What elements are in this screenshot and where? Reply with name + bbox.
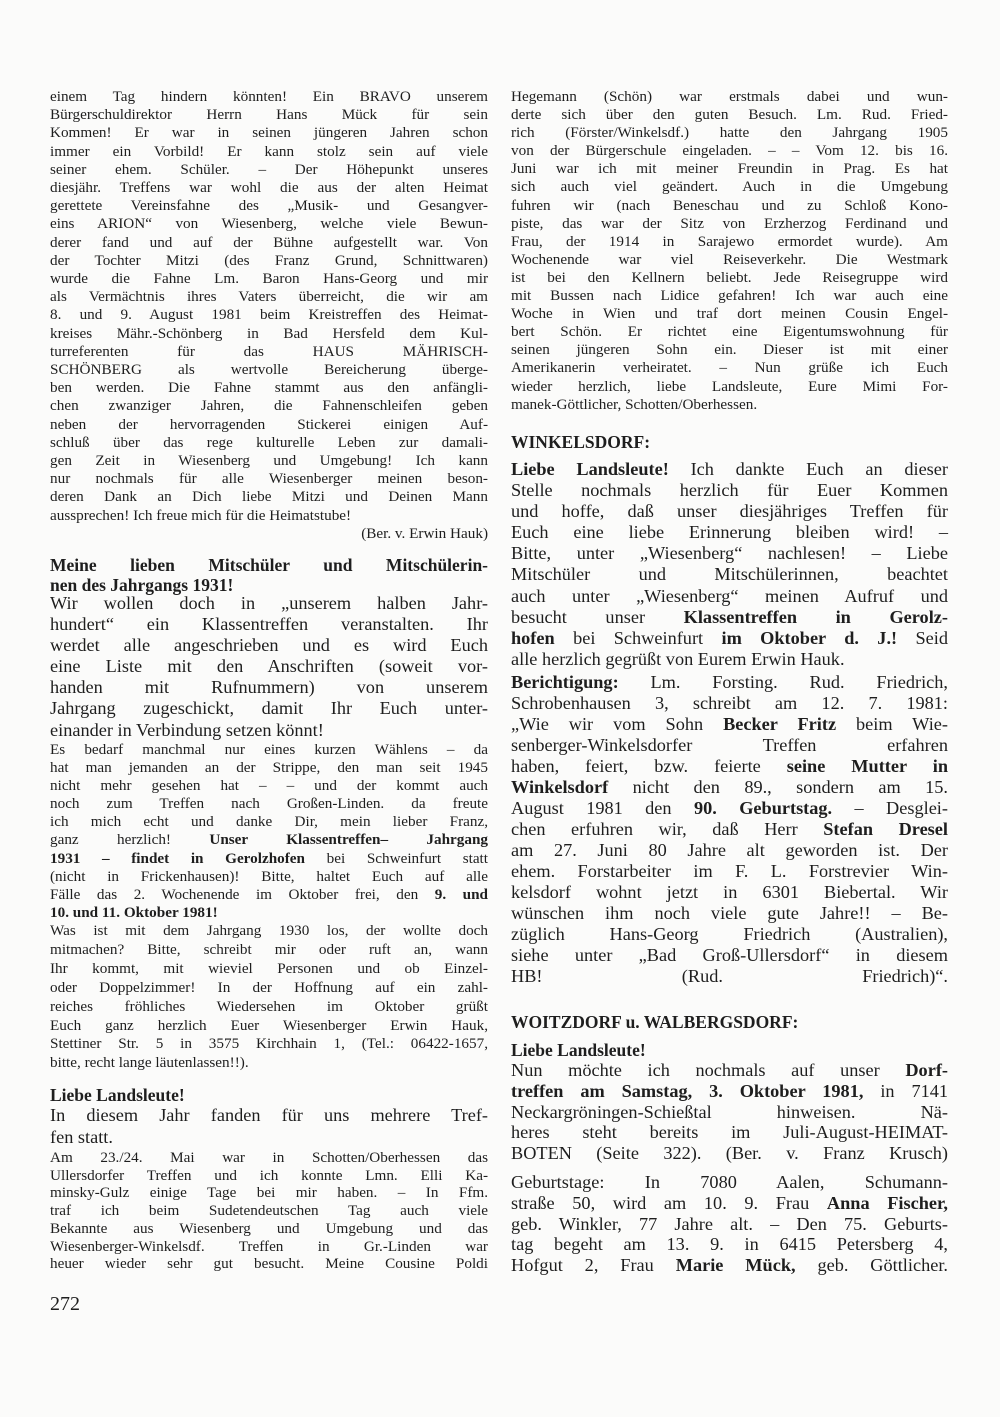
bold-text-run: seine Mutter in: [786, 756, 948, 776]
text-line: [511, 269, 948, 287]
bold-text-run: Liebe Landsleute!: [511, 459, 669, 479]
text-line: [50, 215, 488, 233]
bold-text-run: Marie Mück,: [675, 1255, 796, 1275]
text-line: [511, 251, 948, 269]
text-block: [50, 922, 488, 1073]
text-run: Wochenende war viel Reiseverkehr. Die Westmark: [511, 250, 948, 268]
text-run: wieder herzlich, liebe Landsleute, Eure Mimi For-: [511, 377, 948, 395]
text-run: (Ber. v. Franz Krusch): [725, 1143, 948, 1163]
text-line: [50, 1220, 488, 1238]
text-run: senberger-Winkelsdorfer Treffen erfahren: [511, 735, 948, 755]
text-block: [50, 1104, 488, 1148]
text-line: [511, 1255, 948, 1276]
text-line: [511, 305, 948, 323]
section-heading: [511, 432, 948, 452]
text-run: derte sich über den guten Besuch. Lm. Rud. Fried-: [511, 106, 948, 124]
text-run: Liebe Landsleute!: [511, 1040, 646, 1060]
text-run: geb. Winkler, 77 Jahre alt. – Den 75. Geburts-: [511, 1213, 948, 1234]
text-line: [511, 777, 948, 798]
bold-text-run: 10. und 11. Oktober 1981!: [50, 903, 218, 921]
text-line: [50, 179, 488, 197]
bold-text-run: Unser Klassentreffen– Jahrgang: [209, 831, 489, 849]
text-line: [511, 1193, 948, 1214]
text-line: [511, 672, 948, 693]
text-run: fuhren wir (nach Beneschau und zu Schloß Kono-: [511, 196, 948, 214]
text-run: deren Dank an Dich liebe Mitzi und Deinen Mann: [50, 488, 488, 506]
text-line: [511, 106, 948, 124]
text-run: Nun möchte ich nochmals auf unser: [511, 1060, 906, 1080]
text-run: Woche in Wien und traf dort meinen Cousin Engel-: [511, 305, 948, 323]
text-line: [511, 564, 948, 585]
text-run: Euch eine liebe Erinnerung bleiben wird! –: [511, 522, 948, 543]
text-run: kreises Mähr.-Schönberg in Bad Hersfeld dem Kul-: [50, 324, 488, 342]
text-line: [511, 323, 948, 341]
text-line: [511, 861, 948, 882]
text-line: [511, 882, 948, 903]
text-run: Seid: [915, 627, 948, 648]
text-line: [511, 819, 948, 840]
text-line: [50, 575, 488, 595]
text-run: nicht mehr gesehen hat – – und der kommt auch: [50, 777, 488, 795]
text-line: [511, 798, 948, 819]
text-run: bei Schweinfurt: [573, 627, 722, 648]
text-line: [511, 735, 948, 756]
text-line: [50, 1167, 488, 1185]
text-run: straße 50, wird am 10. 9. Frau: [511, 1192, 827, 1213]
section-heading: [511, 1012, 948, 1032]
text-line: [50, 1202, 488, 1220]
text-line: [511, 233, 948, 251]
text-line: [511, 649, 948, 670]
text-line: [50, 1255, 488, 1273]
text-line: [511, 396, 948, 414]
text-run: Hofgut 2, Frau: [511, 1255, 676, 1275]
text-run: BOTEN (Seite 322).: [511, 1143, 702, 1163]
text-line: [50, 1085, 488, 1105]
section-heading: [50, 1085, 488, 1105]
text-line: [50, 868, 488, 886]
text-run: Geburtstage: In 7080 Aalen, Schumann-: [511, 1172, 948, 1192]
bold-text-run: Stefan Dresel: [823, 819, 948, 839]
text-line: [50, 379, 488, 397]
text-line: [50, 397, 488, 415]
text-line: [511, 543, 948, 564]
text-run: alle herzlich gegrüßt von Eurem Erwin Hauk.: [511, 648, 845, 669]
text-run: wünschen ihm noch viele gute Jahre!! – Be-: [511, 903, 948, 923]
bold-text-run: 9. und: [434, 885, 488, 903]
paragraph: [50, 1085, 488, 1105]
text-line: [511, 903, 948, 924]
text-line: [50, 1184, 488, 1202]
paragraph: [511, 432, 948, 452]
text-run: Lm. Forsting. Rud. Friedrich,: [650, 672, 948, 692]
text-line: [50, 452, 488, 470]
text-line: [50, 488, 488, 506]
text-run: Mitschüler und Mitschülerinnen, beachtet: [511, 564, 948, 585]
text-line: [50, 941, 488, 960]
bold-text-run: Klassentreffen in Gerolz-: [683, 606, 948, 627]
text-run: Fälle das 2. Wochenende im Oktober frei, den: [50, 885, 435, 903]
bold-text-run: treffen am Samstag, 3. Oktober 1981,: [511, 1080, 864, 1101]
bold-text-run: im Oktober d. J.!: [721, 627, 898, 648]
text-run: neben der hervorragenden Stickerei einigen Auf-: [50, 415, 488, 433]
text-run: auch unter „Wiesenberg“ meinen Aufruf und: [511, 585, 948, 606]
text-run: manek-Göttlicher, Schotten/Oberhessen.: [511, 395, 758, 413]
text-line: [511, 840, 948, 861]
paragraph: [511, 459, 948, 670]
text-run: am 27. Juni 80 Jahre alt geworden ist. Der: [511, 840, 948, 860]
text-run: 8. und 9. August 1981 beim Kreistreffen des Heimat-: [50, 306, 488, 324]
paragraph: [511, 1172, 948, 1276]
text-line: [50, 325, 488, 343]
text-line: [511, 1060, 948, 1081]
bold-text-run: Berichtigung:: [511, 672, 619, 692]
text-run: von der Bürgerschule eingeladen. – – Vom 12. bis 16.: [511, 142, 948, 160]
text-run: geb. Göttlicher.: [817, 1255, 948, 1275]
text-line: [511, 522, 948, 543]
text-run: Am 23./24. Mai war in Schotten/Oberhessen das: [50, 1149, 488, 1166]
text-run: chen zwanziger Jahren, die Fahnenschleifen geben: [50, 397, 488, 415]
text-line: [50, 143, 488, 161]
text-run: (nicht in Frickenhausen)! Bitte, haltet Euch auf alle: [50, 867, 488, 885]
text-line: [50, 434, 488, 452]
text-line: [511, 1172, 948, 1193]
text-run: Jahrgang zugeschickt, damit Ihr Euch unter-: [50, 698, 488, 719]
text-line: [50, 720, 488, 741]
text-run: eine Liste mit den Anschriften (soweit vor-: [50, 656, 488, 677]
text-line: [50, 88, 488, 106]
section-heading: [511, 1040, 948, 1060]
text-run: ben werden. Die Fahne stammt aus den anfängli-: [50, 379, 488, 397]
text-line: [50, 677, 488, 698]
bold-text-run: Anna Fischer,: [826, 1192, 948, 1213]
bold-text-run: Winkelsdorf: [511, 777, 609, 797]
bold-text-run: Becker Fritz: [723, 714, 837, 734]
text-block: [511, 459, 948, 670]
bold-text-run: hofen: [511, 627, 555, 648]
text-line: [50, 1126, 488, 1148]
text-line: [50, 904, 488, 922]
text-line: [50, 270, 488, 288]
text-line: [511, 1234, 948, 1255]
text-line: [511, 215, 948, 233]
text-run: Liebe Landsleute!: [50, 1085, 185, 1105]
text-line: [511, 1122, 948, 1143]
text-line: [50, 470, 488, 488]
text-line: [511, 1102, 948, 1123]
text-line: [511, 1214, 948, 1235]
text-run: diesjähr. Treffens war wohl die aus der alten Heimat: [50, 179, 488, 197]
text-line: [511, 1040, 948, 1060]
text-run: ehem. Forstarbeiter im F. L. Forstrevier Win-: [511, 861, 948, 881]
text-line: [511, 88, 948, 106]
paragraph: [511, 1012, 948, 1032]
text-line: [511, 459, 948, 480]
text-block: [511, 1172, 948, 1276]
text-line: [50, 1017, 488, 1036]
paragraph: [50, 922, 488, 1073]
text-run: Bekannte aus Wiesenberg und Umgebung und das: [50, 1219, 488, 1237]
text-line: [511, 287, 948, 305]
text-line: [50, 813, 488, 831]
text-line: [50, 252, 488, 270]
paragraph: [50, 1104, 488, 1148]
text-block: [50, 88, 488, 543]
text-block: [511, 88, 948, 414]
text-run: Euch ganz herzlich Euer Wiesenberger Erwin Hauk,: [50, 1016, 488, 1034]
text-line: [50, 234, 488, 252]
text-run: bitte, recht lange läutenlassen!!).: [50, 1054, 249, 1072]
text-run: fen statt.: [50, 1127, 113, 1147]
text-line: [50, 1104, 488, 1126]
text-run: – Desglei-: [854, 798, 948, 818]
paragraph: [511, 88, 948, 414]
paragraph: [511, 1060, 948, 1164]
text-line: [50, 741, 488, 759]
text-run: Neckargröningen-Schießtal hinweisen. Nä-: [511, 1101, 948, 1122]
text-run: rich (Förster/Winkelsdf.) hatte den Jahrgang 1905: [511, 124, 948, 142]
text-run: seiner ehem. Schüler. – Der Höhepunkt unseres: [50, 160, 488, 178]
text-line: [50, 795, 488, 813]
text-block: [511, 1060, 948, 1164]
paragraph: [50, 593, 488, 741]
text-run: nen des Jahrgangs 1931!: [50, 575, 234, 595]
text-run: züglich Hans-Georg Friedrich (Australien),: [511, 924, 948, 944]
text-run: Bürgerschuldirektor Herrn Hans Mück für sein: [50, 106, 488, 124]
text-line: [511, 607, 948, 628]
text-run: WINKELSDORF:: [511, 432, 651, 452]
text-run: heuer wieder sehr gut besucht. Meine Cousine Poldi: [50, 1255, 488, 1273]
text-run: beim Wie-: [856, 714, 948, 734]
text-run: gen Zeit in Wiesenberg und Umgebung! Ich kann: [50, 452, 488, 470]
text-line: [511, 945, 948, 966]
text-run: einem Tag hindern könnten! Ein BRAVO unserem: [50, 88, 488, 105]
text-run: besucht unser: [511, 606, 684, 627]
text-run: derer fand und auf der Bühne aufgestellt war. Von: [50, 233, 488, 251]
text-run: August 1981 den: [511, 798, 694, 818]
author-signature: (Ber. v. Erwin Hauk): [361, 524, 488, 542]
text-run: ich mich echt und danke Dir, mein lieber Franz,: [50, 813, 488, 831]
text-run: Schrobenhausen 3, schreibt am 12. 7. 1981:: [511, 693, 948, 713]
text-run: Amerikanerin verheiratet. – Nun grüße ich Euch: [511, 359, 948, 377]
text-line: [511, 124, 948, 142]
text-run: ganz herzlich!: [50, 831, 210, 849]
text-line: [511, 714, 948, 735]
paragraph: [50, 88, 488, 543]
text-line: [50, 161, 488, 179]
text-run: einander in Verbindung setzen könnt!: [50, 719, 324, 740]
text-line: [511, 628, 948, 649]
text-line: [50, 759, 488, 777]
text-block: [511, 672, 948, 987]
text-line: [50, 555, 488, 575]
text-line: [50, 507, 488, 525]
text-run: WOITZDORF u. WALBERGSDORF:: [511, 1012, 799, 1032]
text-run: siehe unter „Bad Groß-Ullersdorf“ in diesem: [511, 945, 948, 965]
text-line: [511, 1143, 948, 1164]
text-run: Ihr kommt, mit wieviel Personen und ob Einzel-: [50, 959, 488, 977]
text-line: [511, 432, 948, 452]
text-run: Stelle nochmals herzlich für Euer Kommen: [511, 480, 948, 501]
text-run: nur nochmals für alle Wiesenberger meinen beson-: [50, 470, 488, 488]
text-line: [511, 178, 948, 196]
text-run: handen mit Rufnummern) von unserem: [50, 677, 488, 698]
text-run: chen erfuhren wir, daß Herr: [511, 819, 824, 839]
text-block: [50, 593, 488, 741]
text-run: „Wie wir vom Sohn: [511, 714, 724, 734]
text-run: heres steht bereits im Juli-August-HEIMAT-: [511, 1122, 948, 1143]
text-run: als Vermächtnis ihres Vaters überreicht, die wir am: [50, 288, 488, 306]
text-run: Frau, der 1914 in Sarajewo ermordet wurde). Am: [511, 232, 948, 250]
bold-text-run: 90. Geburtstag.: [693, 798, 833, 818]
text-run: Hegemann (Schön) war erstmals dabei und wun-: [511, 88, 948, 105]
text-run: reiches fröhliches Wiedersehen im Oktober grüßt: [50, 997, 488, 1015]
text-run: oder Doppelzimmer! In der Hoffnung auf ein zahl-: [50, 978, 488, 996]
text-run: Bitte, unter „Wiesenberg“ nachlesen! – Liebe: [511, 543, 948, 564]
text-line: [50, 288, 488, 306]
text-line: [511, 501, 948, 522]
text-line: [50, 197, 488, 215]
text-run: Wiesenberger-Winkelsdf. Treffen in Gr.-Linden war: [50, 1237, 488, 1255]
text-run: gerettete Vereinsfahne des „Musik- und Gesangver-: [50, 197, 488, 215]
text-line: [511, 160, 948, 178]
text-line: [50, 124, 488, 142]
text-line: [50, 960, 488, 979]
text-run: hundert“ ein Klassentreffen veranstalten. Ihr: [50, 614, 488, 635]
text-run: werdet alle angeschrieben und es wird Euch: [50, 635, 488, 656]
section-heading: [50, 555, 488, 595]
text-line: [50, 777, 488, 795]
paragraph: [50, 555, 488, 595]
paragraph: [50, 741, 488, 922]
text-line: [50, 886, 488, 904]
text-run: haben, feiert, bzw. feierte: [511, 756, 787, 776]
text-run: hat man jemanden an der Strippe, den man seit 1945: [50, 759, 488, 777]
text-run: Kommen! Er war in seinen jüngeren Jahren schon: [50, 124, 488, 142]
text-line: [511, 586, 948, 607]
text-line: [511, 1012, 948, 1032]
bold-text-run: Dorf-: [905, 1060, 948, 1080]
text-run: eins ARION“ von Wiesenberg, welche viele Bewun-: [50, 215, 488, 233]
text-line: [50, 850, 488, 868]
text-run: nicht den 89., sondern am 15.: [632, 777, 948, 797]
text-run: HB!: [511, 966, 543, 986]
text-line: [50, 361, 488, 379]
text-block: [50, 741, 488, 922]
text-run: seinen jüngeren Sohn ein. Dieser ist mit einer: [511, 341, 948, 359]
text-run: schluß über das rege kulturelle Leben zur damali-: [50, 433, 488, 451]
text-run: noch zum Treffen nach Großen-Linden. da freute: [50, 795, 488, 813]
text-line: [511, 378, 948, 396]
text-run: mit Bussen nach Lidice gefahren! Ich war auch eine: [511, 287, 948, 305]
text-line: [50, 831, 488, 849]
text-line: [50, 343, 488, 361]
text-run: der Tochter Mitzi (des Franz Grund, Schnittwaren): [50, 251, 488, 269]
text-line: [50, 1149, 488, 1167]
text-line: [50, 922, 488, 941]
text-line: [511, 756, 948, 777]
text-run: piste, das war der Sitz von Erzherzog Ferdinand und: [511, 214, 948, 232]
text-line: [511, 359, 948, 377]
text-line: [50, 998, 488, 1017]
text-run: traf ich beim Sudetendeutschen Tag auch viele: [50, 1202, 488, 1220]
text-line: [50, 416, 488, 434]
text-run: SCHÖNBERG als wertvolle Bereicherung überge-: [50, 361, 488, 379]
text-run: In diesem Jahr fanden für uns mehrere Tref-: [50, 1105, 488, 1125]
text-run: bei Schweinfurt statt: [326, 849, 489, 867]
text-run: sich auch viel geändert. Auch in die Umgebung: [511, 178, 948, 196]
text-line: [50, 1035, 488, 1054]
text-run: Stettiner Str. 5 in 3575 Kirchhain 1, (Tel.: 06422-1657,: [50, 1035, 488, 1053]
text-run: Meine lieben Mitschüler und Mitschülerin-: [50, 555, 488, 575]
text-line: [50, 614, 488, 635]
text-run: kelsdorf wohnt jetzt in 6301 Biebertal. Wir: [511, 882, 948, 902]
text-line: [511, 924, 948, 945]
text-run: ist bei den Kellnern beliebt. Jede Reisegruppe wird: [511, 268, 948, 286]
text-run: Es bedarf manchmal nur eines kurzen Wählens – da: [50, 741, 488, 758]
text-run: minsky-Gulz einige Tage bei mir haben. – In Ffm.: [50, 1184, 488, 1202]
paragraph: [50, 1149, 488, 1273]
text-line: [50, 306, 488, 324]
text-line: [50, 635, 488, 656]
text-line: [50, 656, 488, 677]
text-line: [50, 979, 488, 998]
text-line: [511, 480, 948, 501]
text-run: und hoffe, daß unser diesjähriges Treffen für: [511, 501, 948, 522]
text-block: [50, 1149, 488, 1273]
text-run: tag begeht am 13. 9. in 6415 Petersberg 4,: [511, 1234, 948, 1255]
text-line: [511, 1081, 948, 1102]
text-run: Ullersdorfer Treffen und ich konnte Lmn. Elli Ka-: [50, 1166, 488, 1184]
text-run: bert Schön. Er richtet eine Eigentumswohnung für: [511, 323, 948, 341]
text-line: [50, 1238, 488, 1256]
bold-text-run: 1931 – findet in Gerolzhofen: [50, 849, 305, 867]
text-line: [511, 142, 948, 160]
text-run: Wir wollen doch in „unserem halben Jahr-: [50, 593, 488, 613]
text-run: mitmachen? Bitte, schreibt mir oder ruft an, wann: [50, 940, 488, 958]
text-line: [511, 966, 948, 987]
text-line: [50, 1054, 488, 1073]
text-run: in 7141: [880, 1080, 949, 1101]
text-run: Was ist mit dem Jahrgang 1930 los, der wollte doch: [50, 922, 488, 939]
text-run: Juni war ich mit meiner Freundin in Prag. Es hat: [511, 160, 948, 178]
page-number: 272: [50, 1293, 80, 1315]
text-line: [50, 593, 488, 614]
text-line: [50, 698, 488, 719]
text-line: [50, 106, 488, 124]
paragraph: [511, 1040, 948, 1060]
text-line: [511, 693, 948, 714]
text-line: [511, 197, 948, 215]
text-line: [511, 341, 948, 359]
paragraph: [511, 672, 948, 987]
text-run: aussprechen! Ich freue mich für die Heimatstube!: [50, 506, 352, 524]
text-run: wurde die Fahne Lm. Baron Hans-Georg und mir: [50, 270, 488, 288]
text-run: immer ein Vorbild! Er kann stolz sein auf viele: [50, 142, 488, 160]
text-run: turreferenten für das HAUS MÄHRISCH-: [50, 342, 488, 360]
text-run: (Rud. Friedrich)“.: [681, 966, 948, 986]
text-run: Ich dankte Euch an dieser: [690, 459, 948, 479]
